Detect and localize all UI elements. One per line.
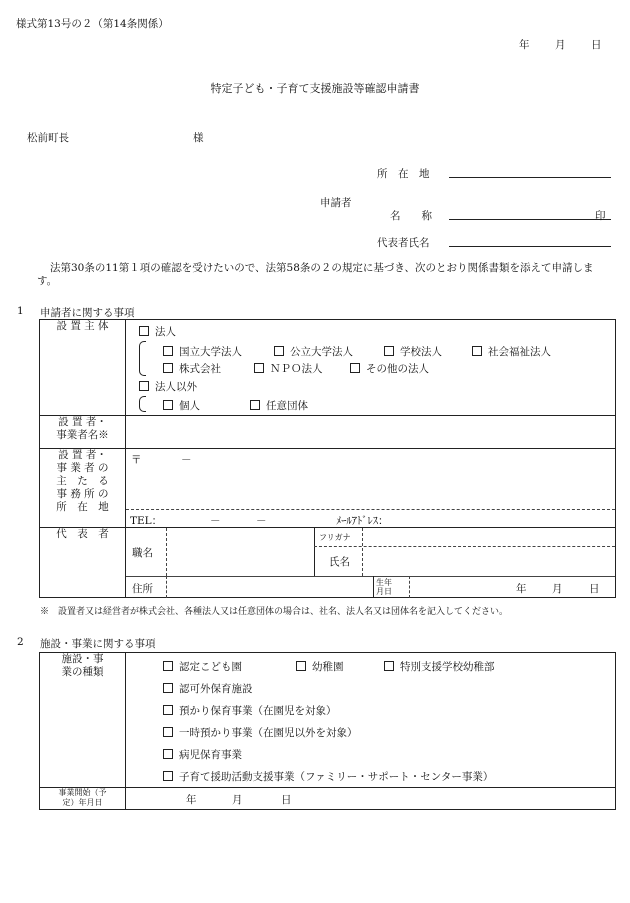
document-title: 特定子ども・子育て支援施設等確認申請書 — [210, 82, 420, 95]
date-year-label: 年 — [519, 39, 530, 51]
date-month-label: 月 — [555, 39, 566, 51]
operator-name-label-cell — [40, 416, 126, 449]
applicant-name-label: 名 称 — [390, 210, 432, 222]
checkbox[interactable] — [254, 363, 264, 373]
checkbox[interactable] — [472, 346, 482, 356]
establisher-options-cell — [126, 320, 616, 416]
email-label: ﾒｰﾙｱﾄﾞﾚｽ： — [336, 515, 389, 527]
applicant-rep-label: 代表者氏名 — [377, 237, 430, 249]
checkbox[interactable] — [163, 363, 173, 373]
separator-line — [314, 528, 315, 576]
postal-dash: － — [181, 454, 192, 466]
furigana-label: フリガナ — [319, 533, 351, 542]
checkbox[interactable] — [384, 346, 394, 356]
honorific: 様 — [193, 132, 204, 144]
tel-dash: － — [256, 515, 267, 527]
section1-title: 申請者に関する事項 — [40, 307, 135, 319]
checkbox[interactable] — [163, 346, 173, 356]
separator-line — [373, 576, 374, 598]
start-month-label: 月 — [232, 794, 243, 806]
person-name-label: 氏名 — [329, 556, 350, 568]
bracket-left — [139, 396, 146, 412]
applicant-name-field[interactable] — [449, 219, 611, 220]
start-date-label-cell — [40, 788, 126, 810]
checkbox[interactable] — [163, 661, 173, 671]
checkbox[interactable] — [139, 326, 149, 336]
checkbox[interactable] — [296, 661, 306, 671]
person-name-field[interactable] — [363, 547, 615, 576]
facility-type-cell — [126, 653, 616, 788]
option-school-corporation[interactable]: 学校法人 — [384, 344, 442, 359]
job-title-label: 職名 — [132, 547, 153, 559]
postal-mark: 〒 — [131, 454, 142, 466]
address-field[interactable] — [167, 577, 372, 598]
checkbox[interactable] — [274, 346, 284, 356]
bracket-left — [139, 341, 146, 376]
option-certified-center[interactable]: 認定こども園 — [163, 659, 242, 674]
option-stock-company[interactable]: 株式会社 — [163, 361, 221, 376]
establisher-label: 設 置 主 体 — [56, 320, 109, 332]
checkbox[interactable] — [163, 705, 173, 715]
option-individual[interactable]: 個人 — [163, 398, 200, 413]
separator-line — [409, 576, 410, 598]
operator-name-label: 設 置 者・ 事業者名※ — [56, 416, 109, 441]
checkbox[interactable] — [384, 661, 394, 671]
section1-number: 1 — [17, 305, 24, 317]
applicant-table — [39, 319, 616, 598]
option-extended-care[interactable]: 預かり保育事業（在園児を対象） — [163, 703, 337, 718]
intro-paragraph: 法第30条の11第１項の確認を受けたいので、法第58条の２の規定に基づき、次のとおり関係書類を添えて申請します。 — [37, 262, 594, 287]
office-location-cell — [126, 449, 616, 528]
seal-mark: 印 — [595, 210, 606, 222]
option-family-support[interactable]: 子育て援助活動支援事業（ファミリー・サポート・センター事業） — [163, 769, 493, 784]
checkbox[interactable] — [163, 727, 173, 737]
option-public-university[interactable]: 公立大学法人 — [274, 344, 353, 359]
applicant-group-label: 申請者 — [320, 197, 352, 209]
option-unlicensed-daycare[interactable]: 認可外保育施設 — [163, 681, 253, 696]
option-national-university[interactable]: 国立大学法人 — [163, 344, 242, 359]
facility-type-label: 施設・事 業の種類 — [61, 653, 104, 678]
rep-label: 代 表 者 — [56, 528, 109, 540]
checkbox[interactable] — [163, 771, 173, 781]
checkbox[interactable] — [139, 381, 149, 391]
start-date-cell[interactable] — [126, 788, 616, 810]
checkbox[interactable] — [250, 400, 260, 410]
section1-note: ※ 設置者又は経営者が株式会社、各種法人又は任意団体の場合は、社名、法人名又は団体名を記入してください。 — [40, 607, 509, 617]
birth-year-label: 年 — [516, 583, 527, 595]
option-temporary-care[interactable]: 一時預かり事業（在園児以外を対象） — [163, 725, 358, 740]
checkbox[interactable] — [350, 363, 360, 373]
tel-label: TEL： — [130, 515, 163, 527]
date-day-label: 日 — [591, 39, 602, 51]
address-label: 住所 — [132, 583, 153, 595]
checkbox[interactable] — [163, 749, 173, 759]
birth-month-label: 月 — [552, 583, 563, 595]
option-npo[interactable]: ＮＰＯ法人 — [254, 361, 323, 376]
office-label-cell — [40, 449, 126, 528]
applicant-location-label: 所 在 地 — [377, 168, 430, 180]
option-other-corporation[interactable]: その他の法人 — [350, 361, 429, 376]
birth-day-label: 日 — [589, 583, 600, 595]
option-voluntary-group[interactable]: 任意団体 — [250, 398, 308, 413]
form-number: 様式第13号の２（第14条関係） — [16, 18, 169, 30]
option-sick-child-care[interactable]: 病児保育事業 — [163, 747, 242, 762]
option-kindergarten[interactable]: 幼稚園 — [296, 659, 344, 674]
office-location-label: 設 置 者・ 事 業 者 の 主 た る 事 務 所 の 所 在 地 — [56, 449, 109, 513]
rep-label-cell — [40, 528, 126, 598]
establisher-label-cell — [40, 320, 126, 416]
checkbox[interactable] — [163, 400, 173, 410]
option-non-corporation[interactable]: 法人以外 — [139, 379, 197, 394]
option-special-support-kindergarten[interactable]: 特別支援学校幼稚部 — [384, 659, 495, 674]
applicant-rep-field[interactable] — [449, 246, 611, 247]
start-date-label: 事業開始（予 定）年月日 — [58, 788, 107, 807]
start-year-label: 年 — [186, 794, 197, 806]
separator-line — [126, 509, 615, 510]
operator-name-field[interactable] — [126, 416, 616, 449]
job-title-field[interactable] — [167, 528, 313, 576]
addressee: 松前町長 — [27, 132, 69, 144]
applicant-location-field[interactable] — [449, 177, 611, 178]
checkbox[interactable] — [163, 683, 173, 693]
facility-type-label-cell — [40, 653, 126, 788]
tel-dash: － — [210, 515, 221, 527]
facility-table — [39, 652, 616, 810]
section2-title: 施設・事業に関する事項 — [40, 638, 156, 650]
birthdate-label: 生年 月日 — [376, 578, 392, 596]
option-social-welfare[interactable]: 社会福祉法人 — [472, 344, 551, 359]
start-day-label: 日 — [281, 794, 292, 806]
option-corporation[interactable]: 法人 — [139, 324, 176, 339]
section2-number: 2 — [17, 636, 24, 648]
rep-cell — [126, 528, 616, 598]
